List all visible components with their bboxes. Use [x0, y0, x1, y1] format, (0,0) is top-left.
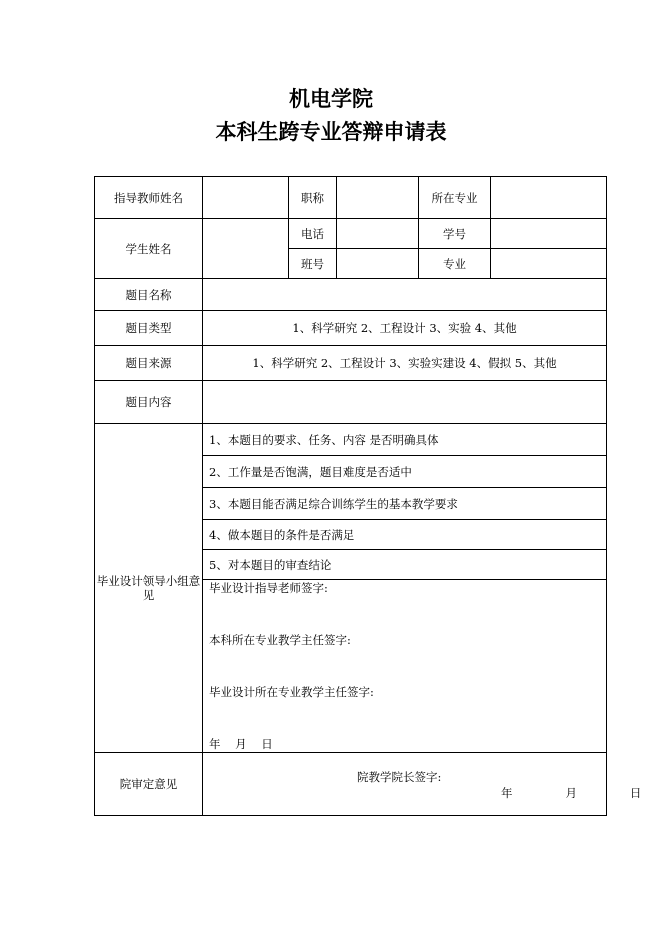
review-item-2: 2、工作量是否饱满，题目难度是否适中 — [203, 456, 607, 488]
topic-content-label: 题目内容 — [95, 381, 203, 424]
student-id-label: 学号 — [419, 219, 491, 249]
review-item-1: 1、本题目的要求、任务、内容 是否明确具体 — [203, 424, 607, 456]
page-title-college: 机电学院 — [289, 86, 373, 111]
design-director-signature-label: 毕业设计所在专业教学主任签字: — [209, 685, 374, 699]
page-title-form: 本科生跨专业答辩申请表 — [215, 119, 447, 144]
class-field[interactable] — [337, 249, 419, 279]
group-opinion-text: 毕业设计领导小组意见 — [96, 574, 201, 602]
major-director-signature-label: 本科所在专业教学主任签字: — [209, 633, 351, 647]
topic-name-label: 题目名称 — [95, 279, 203, 311]
student-major-label: 专业 — [419, 249, 491, 279]
phone-field[interactable] — [337, 219, 419, 249]
topic-content-field[interactable] — [203, 381, 607, 424]
student-major-field[interactable] — [491, 249, 607, 279]
review-item-4: 4、做本题目的条件是否满足 — [203, 520, 607, 550]
signature-date: 年 月 日 — [209, 737, 273, 751]
topic-source-options: 1、科学研究 2、工程设计 3、实验实建设 4、假拟 5、其他 — [203, 346, 607, 381]
topic-source-label: 题目来源 — [95, 346, 203, 381]
review-item-3: 3、本题目能否满足综合训练学生的基本教学要求 — [203, 488, 607, 520]
group-opinion-label — [95, 424, 203, 753]
student-id-field[interactable] — [491, 219, 607, 249]
advisor-name-label: 指导教师姓名 — [95, 177, 203, 219]
topic-name-field[interactable] — [203, 279, 607, 311]
signature-area[interactable] — [203, 580, 607, 753]
major-field[interactable] — [491, 177, 607, 219]
application-form-table — [94, 176, 642, 816]
advisor-signature-label: 毕业设计指导老师签字: — [209, 581, 328, 595]
student-name-field[interactable] — [203, 219, 289, 279]
review-item-5: 5、对本题目的审查结论 — [203, 550, 607, 580]
dean-signature-label: 院教学院长签字: — [357, 770, 442, 784]
title-label: 职称 — [289, 177, 337, 219]
topic-type-label: 题目类型 — [95, 311, 203, 346]
college-opinion-field[interactable] — [203, 753, 642, 816]
college-opinion-label: 院审定意见 — [95, 753, 203, 816]
dean-date: 年 月 日 — [501, 786, 642, 800]
title-field[interactable] — [337, 177, 419, 219]
student-name-label: 学生姓名 — [95, 219, 203, 279]
topic-type-options: 1、科学研究 2、工程设计 3、实验 4、其他 — [203, 311, 607, 346]
advisor-name-field[interactable] — [203, 177, 289, 219]
phone-label: 电话 — [289, 219, 337, 249]
major-label: 所在专业 — [419, 177, 491, 219]
class-label: 班号 — [289, 249, 337, 279]
